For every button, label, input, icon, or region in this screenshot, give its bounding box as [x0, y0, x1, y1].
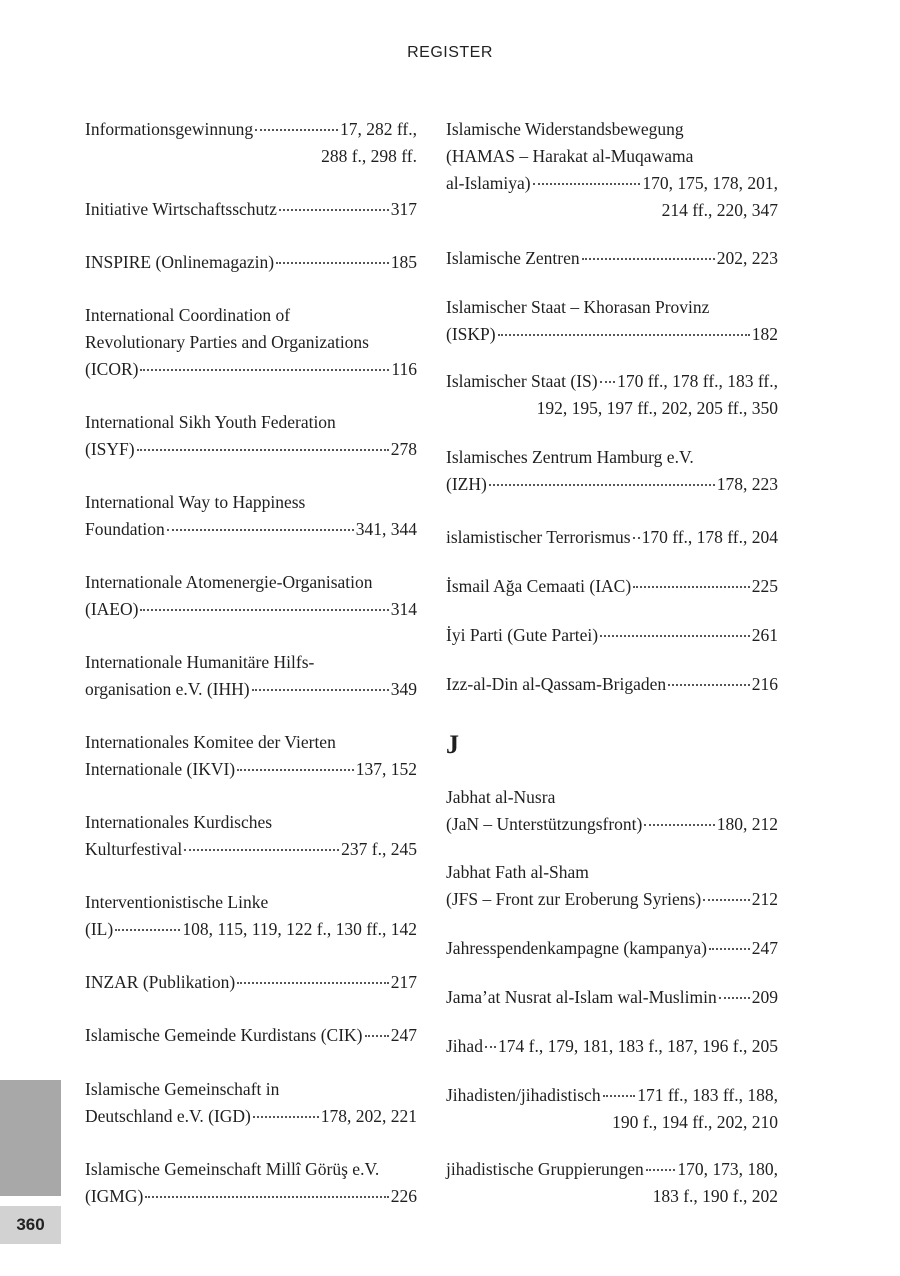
entry-pages: 182 [751, 324, 778, 344]
entry-pages-continued: 214 ff., 220, 347 [661, 200, 778, 220]
entry-line [85, 409, 417, 436]
entry-line-with-pages [446, 1033, 778, 1060]
entry-pages: 341, 344 [355, 519, 417, 539]
entry-term: Izz-al-Din al-Qassam-Brigaden [446, 674, 667, 694]
entry-term: (IL) [85, 919, 114, 939]
entry-line [446, 444, 778, 471]
index-entry [446, 784, 778, 838]
entry-line-with-pages [85, 356, 417, 383]
index-entry [446, 859, 778, 913]
entry-pages: 237 f., 245 [341, 839, 417, 859]
index-entry [85, 649, 417, 703]
index-entry [446, 1082, 778, 1136]
leader-dots [646, 1169, 676, 1171]
entry-line-with-pages [446, 984, 778, 1011]
entry-term: Islamische Widerstandsbewegung [446, 119, 684, 139]
index-entry [85, 116, 417, 170]
page-number: 360 [0, 1206, 61, 1244]
index-entry [85, 809, 417, 863]
entry-term: İyi Parti (Gute Partei) [446, 625, 599, 645]
entry-pages: 278 [390, 439, 417, 459]
index-entry [446, 984, 778, 1011]
entry-line-with-pages [446, 622, 778, 649]
entry-line-with-pages [85, 196, 417, 223]
entry-term: Interventionistische Linke [85, 892, 269, 912]
entry-pages: 216 [751, 674, 778, 694]
running-header: REGISTER [407, 44, 493, 61]
entry-term: (HAMAS – Harakat al-Muqawama [446, 146, 694, 166]
entry-pages: 137, 152 [355, 759, 417, 779]
entry-line-with-pages [446, 1156, 778, 1183]
entry-term: al-Islamiya) [446, 173, 531, 193]
entry-line-with-pages [85, 1022, 417, 1049]
entry-line-with-pages [85, 249, 417, 276]
entry-pages: 225 [751, 576, 778, 596]
index-entry [85, 1022, 417, 1049]
entry-line [85, 1076, 417, 1103]
leader-dots [603, 1095, 636, 1097]
entry-line-with-pages [85, 1183, 417, 1210]
entry-term: Jama’at Nusrat al-Islam wal-Muslimin [446, 987, 717, 1007]
entry-line [85, 1156, 417, 1183]
entry-pages: 317 [390, 199, 417, 219]
entry-pages: 178, 223 [716, 474, 778, 494]
leader-dots [703, 899, 750, 901]
entry-term: Foundation [85, 519, 165, 539]
leader-dots [167, 529, 354, 531]
entry-pages: 180, 212 [716, 814, 778, 834]
entry-pages: 178, 202, 221 [320, 1106, 417, 1126]
index-entry [446, 116, 778, 224]
entry-term: Jabhat al-Nusra [446, 787, 556, 807]
entry-line-with-pages [85, 676, 417, 703]
index-entry [85, 196, 417, 223]
entry-term: Revolutionary Parties and Organizations [85, 332, 369, 352]
entry-line [85, 809, 417, 836]
entry-term: (IZH) [446, 474, 487, 494]
entry-pages: 314 [390, 599, 417, 619]
entry-term: Islamische Gemeinde Kurdistans (CIK) [85, 1025, 363, 1045]
entry-term: International Way to Happiness [85, 492, 306, 512]
entry-pages: 108, 115, 119, 122 f., 130 ff., 142 [182, 919, 417, 939]
entry-term: Deutschland e.V. (IGD) [85, 1106, 251, 1126]
entry-line [446, 294, 778, 321]
entry-line-with-pages [446, 368, 778, 395]
leader-dots [140, 609, 388, 611]
entry-pages: 202, 223 [716, 248, 778, 268]
entry-pages: 170, 173, 180, [677, 1159, 778, 1179]
leader-dots [252, 689, 389, 691]
leader-dots [600, 381, 615, 383]
entry-pages: 174 f., 179, 181, 183 f., 187, 196 f., 205 [498, 1036, 778, 1056]
entry-line [85, 729, 417, 756]
index-entry [85, 1156, 417, 1210]
entry-line-with-pages [446, 321, 778, 348]
entry-pages: 226 [390, 1186, 417, 1206]
leader-dots [115, 929, 180, 931]
entry-pages: 116 [391, 359, 417, 379]
leader-dots [145, 1196, 388, 1198]
index-entry [446, 671, 778, 698]
entry-line-with-pages [446, 1082, 778, 1109]
index-entry [446, 1156, 778, 1210]
entry-line [85, 329, 417, 356]
leader-dots [719, 997, 750, 999]
entry-term: Jabhat Fath al-Sham [446, 862, 589, 882]
leader-dots [184, 849, 339, 851]
leader-dots [498, 334, 750, 336]
entry-term: Islamische Gemeinschaft Millî Görüş e.V. [85, 1159, 380, 1179]
index-entry [446, 1033, 778, 1060]
entry-term: Internationale Atomenergie-Organisation [85, 572, 373, 592]
index-entry [446, 622, 778, 649]
entry-line-with-pages [446, 471, 778, 498]
entry-term: Internationale Humanitäre Hilfs- [85, 652, 315, 672]
entry-term: (IAEO) [85, 599, 139, 619]
entry-term: jihadistische Gruppierungen [446, 1159, 644, 1179]
entry-line-with-pages [85, 116, 417, 143]
entry-line-with-pages [85, 969, 417, 996]
entry-pages-continued: 190 f., 194 ff., 202, 210 [612, 1112, 778, 1132]
entry-line-with-pages [85, 836, 417, 863]
leader-dots [582, 258, 715, 260]
entry-term: Jahresspendenkampagne (kampanya) [446, 938, 707, 958]
entry-line-with-pages [446, 573, 778, 600]
index-entry [446, 368, 778, 422]
entry-term: (IGMG) [85, 1186, 144, 1206]
entry-line [85, 649, 417, 676]
entry-pages: 170, 175, 178, 201, [642, 173, 778, 193]
entry-term: Kulturfestival [85, 839, 183, 859]
index-entry [85, 729, 417, 783]
index-entry [85, 249, 417, 276]
entry-term: organisation e.V. (IHH) [85, 679, 250, 699]
leader-dots [489, 484, 715, 486]
entry-line-with-pages [446, 245, 778, 272]
entry-line-with-pages [446, 811, 778, 838]
entry-pages-continued: 192, 195, 197 ff., 202, 205 ff., 350 [536, 398, 778, 418]
leader-dots [237, 982, 389, 984]
entry-term: (ISKP) [446, 324, 496, 344]
entry-pages: 212 [751, 889, 778, 909]
entry-pages: 171 ff., 183 ff., 188, [637, 1085, 778, 1105]
leader-dots [140, 369, 389, 371]
entry-pages: 247 [390, 1025, 417, 1045]
entry-line-with-pages [85, 756, 417, 783]
leader-dots [533, 183, 641, 185]
leader-dots [600, 635, 750, 637]
entry-line [85, 489, 417, 516]
index-entry [85, 489, 417, 543]
entry-pages: 349 [390, 679, 417, 699]
entry-term: (ICOR) [85, 359, 139, 379]
entry-line-with-pages [85, 1103, 417, 1130]
leader-dots [633, 537, 640, 539]
entry-term: Islamisches Zentrum Hamburg e.V. [446, 447, 694, 467]
index-entry [446, 444, 778, 498]
entry-term: Initiative Wirtschaftsschutz [85, 199, 277, 219]
entry-pages: 247 [751, 938, 778, 958]
entry-line-with-pages [85, 436, 417, 463]
entry-term: Jihad [446, 1036, 483, 1056]
index-entry [85, 302, 417, 383]
index-entry [85, 889, 417, 943]
entry-term: Internationales Komitee der Vierten [85, 732, 336, 752]
entry-pages: 185 [390, 252, 417, 272]
entry-term: INZAR (Publikation) [85, 972, 236, 992]
entry-line [85, 889, 417, 916]
entry-line [446, 784, 778, 811]
entry-term: (JFS – Front zur Eroberung Syriens) [446, 889, 702, 909]
entry-term: Islamischer Staat – Khorasan Provinz [446, 297, 710, 317]
leader-dots [279, 209, 389, 211]
entry-pages: 17, 282 ff., [340, 119, 417, 139]
section-letter-heading: J [446, 730, 459, 759]
entry-pages: 209 [751, 987, 778, 1007]
entry-pages: 217 [390, 972, 417, 992]
leader-dots [644, 824, 714, 826]
index-entry [446, 573, 778, 600]
entry-line-with-pages [446, 671, 778, 698]
entry-line [446, 859, 778, 886]
entry-line-with-pages [85, 916, 417, 943]
entry-line-with-pages [446, 886, 778, 913]
entry-pages: 170 ff., 178 ff., 183 ff., [617, 371, 778, 391]
entry-pages-continued: 288 f., 298 ff. [321, 146, 417, 166]
index-entry [85, 969, 417, 996]
entry-term: Internationales Kurdisches [85, 812, 273, 832]
entry-line-with-pages [85, 596, 417, 623]
index-entry [85, 1076, 417, 1130]
entry-line-with-pages [446, 524, 778, 551]
entry-term: Islamischer Staat (IS) [446, 371, 598, 391]
entry-term: International Sikh Youth Federation [85, 412, 336, 432]
entry-term: Internationale (IKVI) [85, 759, 236, 779]
leader-dots [365, 1035, 389, 1037]
entry-term: (JaN – Unterstützungsfront) [446, 814, 643, 834]
index-entry [85, 569, 417, 623]
index-entry [446, 245, 778, 272]
entry-term: Informationsgewinnung [85, 119, 254, 139]
leader-dots [709, 948, 750, 950]
entry-pages-continued: 183 f., 190 f., 202 [652, 1186, 778, 1206]
leader-dots [633, 586, 750, 588]
entry-term: Islamische Zentren [446, 248, 580, 268]
entry-term: Islamische Gemeinschaft in [85, 1079, 280, 1099]
entry-line [446, 116, 778, 143]
leader-dots [668, 684, 750, 686]
entry-line [85, 569, 417, 596]
leader-dots [255, 129, 338, 131]
leader-dots [137, 449, 389, 451]
leader-dots [237, 769, 354, 771]
leader-dots [276, 262, 389, 264]
entry-line-with-pages [446, 170, 778, 197]
thumb-index-tab [0, 1080, 61, 1196]
leader-dots [485, 1046, 496, 1048]
entry-term: INSPIRE (Onlinemagazin) [85, 252, 275, 272]
entry-term: International Coordination of [85, 305, 291, 325]
index-entry [446, 294, 778, 348]
entry-line [85, 302, 417, 329]
entry-term: islamistischer Terrorismus [446, 527, 631, 547]
entry-pages: 170 ff., 178 ff., 204 [641, 527, 778, 547]
entry-pages: 261 [751, 625, 778, 645]
entry-line-with-pages [85, 516, 417, 543]
index-entry [446, 524, 778, 551]
entry-line-with-pages [446, 935, 778, 962]
entry-term: İsmail Ağa Cemaati (IAC) [446, 576, 632, 596]
index-entry [446, 935, 778, 962]
entry-term: Jihadisten/jihadistisch [446, 1085, 601, 1105]
index-entry [85, 409, 417, 463]
leader-dots [253, 1116, 319, 1118]
entry-term: (ISYF) [85, 439, 135, 459]
entry-line [446, 143, 778, 170]
